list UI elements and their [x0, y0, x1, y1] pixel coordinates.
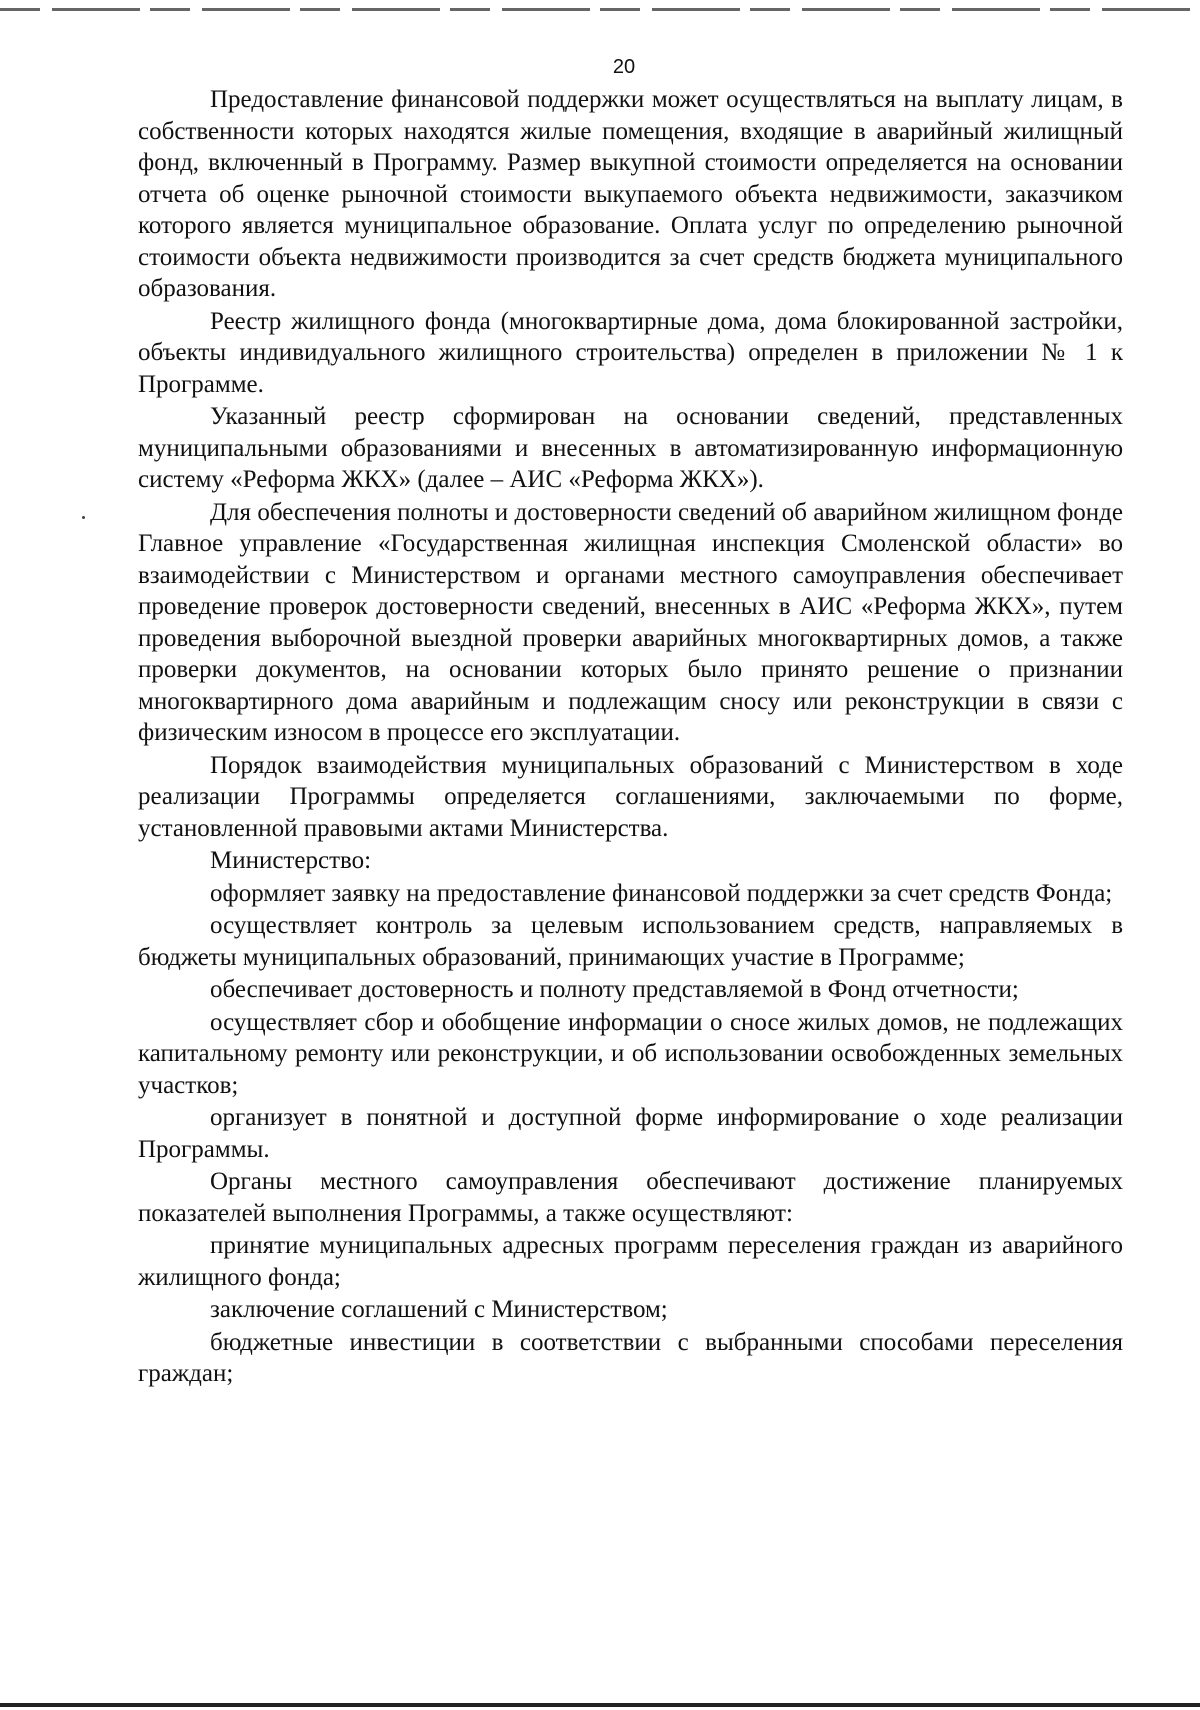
scan-edge-bottom	[0, 1703, 1200, 1707]
list-item-ministry-information-collection: осуществляет сбор и обобщение информации о сносе жилых домов, не подлежащих капитальному ремонту или реконструкции, и об использовании освобожденных земельных участков;	[138, 1008, 1123, 1099]
list-item-ministry-reporting: обеспечивает достоверность и полноту представляемой в Фонд отчетности;	[210, 976, 1019, 1003]
list-item-ministry-public-information: организует в понятной и доступной форме информирование о ходе реализации Программы.	[138, 1104, 1123, 1163]
page-number: 20	[612, 56, 636, 78]
list-item-local-agreements: заключение соглашений с Министерством;	[210, 1296, 668, 1323]
paragraph-housing-registry: Реестр жилищного фонда (многоквартирные дома, дома блокированной застройки, объекты индивидуального жилищного строительства) определен в приложении № 1 к Программе.	[138, 307, 1123, 398]
paragraph-registry-formation: Указанный реестр сформирован на основании сведений, представленных муниципальными образованиями и внесенных в автоматизированную информационную систему «Реформа ЖКХ» (далее – АИС «Реформа ЖКХ»).	[138, 403, 1123, 493]
paragraph-ministry-heading: Министерство:	[210, 847, 372, 874]
list-item-local-programs: принятие муниципальных адресных программ переселения граждан из аварийного жилищного фонда;	[138, 1232, 1123, 1291]
paragraph-verification: Для обеспечения полноты и достоверности сведений об аварийном жилищном фонде Главное управление «Государственная жилищная инспекция Смоленской области» во взаимодействии с Министерством и органами местного самоуправления обеспечивает проведение проверок достоверности сведений, внесенных в АИС «Реформа ЖКХ», путем проведения выборочной выездной проверки аварийных многоквартирных домов, а также проверки документов, на основании которых было принято решение о признании многоквартирного дома аварийным и подлежащим сносу или реконструкции в связи с физическим износом в процессе его эксплуатации.	[138, 498, 1123, 746]
paragraph-financial-support: Предоставление финансовой поддержки может осуществляться на выплату лицам, в собственности которых находятся жилые помещения, входящие в аварийный жилищный фонд, включенный в Программу. Размер выкупной стоимости определяется на основании отчета об оценке рыночной стоимости выкупаемого объекта недвижимости, заказчиком которого является муниципальное образование. Оплата услуг по определению рыночной стоимости объекта недвижимости производится за счет средств бюджета муниципального образования.	[138, 86, 1123, 302]
document-body	[138, 84, 1123, 1391]
scan-speck	[82, 516, 85, 519]
paragraph-interaction-procedure: Порядок взаимодействия муниципальных образований с Министерством в ходе реализации Программы определяется соглашениями, заключаемыми по форме, установленной правовыми актами Министерства.	[138, 751, 1123, 842]
list-item-local-investments: бюджетные инвестиции в соответствии с выбранными способами переселения граждан;	[138, 1328, 1123, 1387]
scan-edge-top	[0, 8, 1200, 11]
list-item-ministry-control: осуществляет контроль за целевым использованием средств, направляемых в бюджеты муниципальных образований, принимающих участие в Программе;	[138, 912, 1123, 971]
list-item-ministry-application: оформляет заявку на предоставление финансовой поддержки за счет средств Фонда;	[210, 879, 1113, 907]
paragraph-local-authorities: Органы местного самоуправления обеспечивают достижение планируемых показателей выполнения Программы, а также осуществляют:	[138, 1168, 1123, 1227]
